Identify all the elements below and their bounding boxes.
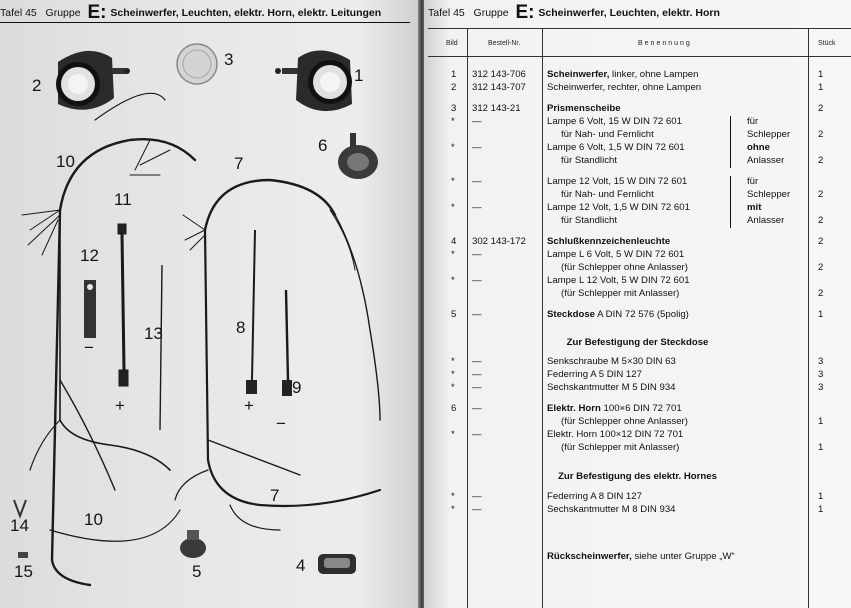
bracket-bar: [730, 202, 731, 215]
cell-benennung: [561, 215, 617, 226]
cell-bestell-nr: —: [472, 116, 482, 127]
cell-bestell-nr: —: [472, 382, 482, 393]
figure-number-15: 15: [14, 562, 33, 581]
cable-13: [160, 265, 162, 430]
cell-bild: *: [451, 429, 455, 440]
cell-benennung: [547, 356, 676, 367]
footer-note-rest: siehe unter Gruppe „W“: [631, 551, 735, 562]
cell-stueck: 3: [818, 356, 824, 367]
cell-condition: für: [747, 176, 759, 187]
cell-benennung: [561, 129, 654, 140]
figure-number-10-bottom: 10: [84, 510, 103, 529]
right-gruppe: Gruppe: [473, 7, 509, 19]
cell-benennung: [547, 82, 701, 93]
table-row: [424, 288, 851, 301]
cell-benennung-bold: Schlußkennzeichenleuchte: [547, 236, 671, 247]
cell-bestell-nr: —: [472, 356, 482, 367]
left-group-letter: E:: [87, 2, 107, 23]
table-row: [424, 82, 851, 95]
cell-stueck: 2: [818, 189, 824, 200]
cell-stueck: 1: [818, 442, 824, 453]
table-header-rule: [428, 56, 851, 57]
cell-bild: 2: [451, 82, 457, 93]
cell-benennung: [547, 309, 689, 320]
table-row: [424, 369, 851, 382]
table-row: [424, 142, 851, 155]
cell-bestell-nr: —: [472, 249, 482, 260]
figure-number-4: 4: [296, 556, 306, 575]
figure-number-2: 2: [32, 76, 42, 95]
cell-bestell-nr: —: [472, 369, 482, 380]
cell-bild: *: [451, 491, 455, 502]
cell-benennung-text: Sechskantmutter M 8 DIN 934: [547, 504, 676, 515]
cell-stueck: 2: [818, 215, 824, 226]
figure-number-6: 6: [318, 136, 328, 155]
cell-benennung-text: Federring A 5 DIN 127: [547, 369, 642, 380]
cell-stueck: 1: [818, 504, 824, 515]
left-page: [0, 0, 420, 608]
cell-bestell-nr: —: [472, 202, 482, 213]
cell-benennung: [547, 429, 683, 440]
bracket-bar: [730, 142, 731, 155]
cell-benennung: [547, 249, 684, 260]
cell-benennung-text: A DIN 72 576 (5polig): [595, 309, 689, 320]
cell-stueck: 2: [818, 155, 824, 166]
bracket-bar: [730, 129, 731, 142]
ground-strap-12: [84, 280, 96, 338]
cell-stueck: 3: [818, 369, 824, 380]
cell-bild: *: [451, 369, 455, 380]
figure-number-7-top: 7: [234, 154, 244, 173]
figure-number-1: 1: [354, 66, 364, 85]
cell-benennung: [561, 442, 679, 453]
plus-sign-8: +: [244, 396, 254, 415]
cell-bild: *: [451, 142, 455, 153]
minus-sign-9: −: [276, 414, 286, 433]
cell-condition: mit: [747, 202, 762, 213]
cell-stueck: 2: [818, 103, 824, 114]
cell-benennung: [547, 69, 698, 80]
bracket-bar: [730, 155, 731, 168]
cell-stueck: 1: [818, 491, 824, 502]
cell-condition: Anlasser: [747, 155, 785, 166]
figure-number-13: 13: [144, 324, 163, 343]
cell-bestell-nr: —: [472, 429, 482, 440]
cell-stueck: 2: [818, 262, 824, 273]
cell-benennung: [547, 202, 690, 213]
table-row: [424, 236, 851, 249]
minus-sign-12: −: [84, 338, 94, 357]
cell-benennung: [561, 155, 617, 166]
cell-bild: *: [451, 504, 455, 515]
table-row: [424, 103, 851, 116]
bracket-bar: [730, 215, 731, 228]
cell-benennung-text: Lampe 6 Volt, 15 W DIN 72 601: [547, 116, 682, 127]
figure-number-14: 14: [10, 516, 29, 535]
socket-illustration: [180, 530, 206, 558]
figure-number-3: 3: [224, 50, 234, 69]
cell-stueck: 1: [818, 309, 824, 320]
table-row: [424, 116, 851, 129]
right-tafel: Tafel 45: [428, 7, 465, 19]
cell-bestell-nr: 312 143-21: [472, 103, 521, 114]
cell-bestell-nr: —: [472, 491, 482, 502]
table-row: [424, 356, 851, 369]
figure-number-5: 5: [192, 562, 202, 581]
table-row: [424, 69, 851, 82]
cell-benennung-text: (für Schlepper mit Anlasser): [561, 288, 680, 299]
cell-benennung-text: Senkschraube M 5×30 DIN 63: [547, 356, 676, 367]
table-row: [424, 382, 851, 395]
cell-bild: 6: [451, 403, 457, 414]
parts-illustration: [0, 0, 420, 608]
cell-benennung: [547, 403, 682, 414]
cell-condition: Schlepper: [747, 129, 791, 140]
cell-condition: Anlasser: [747, 215, 785, 226]
cell-benennung-text: 100×6 DIN 72 701: [600, 403, 682, 414]
footer-note-bold: Rückscheinwerfer,: [547, 551, 632, 562]
cell-stueck: 1: [818, 82, 824, 93]
cell-benennung-text: für Standlicht: [561, 215, 617, 226]
cell-bestell-nr: 312 143-706: [472, 69, 526, 80]
cell-benennung: [547, 504, 676, 515]
cell-stueck: 2: [818, 129, 824, 140]
headlight-right-illustration: [275, 50, 352, 111]
bracket-bar: [730, 116, 731, 129]
table-row: [424, 416, 851, 429]
right-page-title: Scheinwerfer, Leuchten, elektr. Horn: [538, 7, 720, 19]
cell-bestell-nr: 312 143-707: [472, 82, 526, 93]
cell-condition: ohne: [747, 142, 770, 153]
table-top-rule: [428, 28, 851, 29]
cell-condition: für: [747, 116, 759, 127]
table-row: [424, 504, 851, 517]
cell-bestell-nr: 302 143-172: [472, 236, 526, 247]
cell-stueck: 2: [818, 288, 824, 299]
table-row: [424, 189, 851, 202]
cable-9: [282, 290, 292, 396]
cell-bild: *: [451, 176, 455, 187]
cell-benennung: [561, 189, 654, 200]
cell-bestell-nr: —: [472, 504, 482, 515]
left-gruppe: Gruppe: [45, 7, 81, 19]
cell-benennung: [547, 369, 642, 380]
cell-benennung: [547, 382, 676, 393]
cell-benennung-text: Lampe L 12 Volt, 5 W DIN 72 601: [547, 275, 690, 286]
figure-number-7-bottom: 7: [270, 486, 280, 505]
subheading-steckdose: Zur Befestigung der Steckdose: [566, 337, 709, 348]
table-row: [424, 176, 851, 189]
cell-stueck: 1: [818, 69, 824, 80]
left-tafel: Tafel 45: [0, 7, 37, 19]
small-part-15: [18, 552, 28, 558]
cell-benennung-bold: Scheinwerfer,: [547, 69, 610, 80]
cell-bild: 3: [451, 103, 457, 114]
bracket-bar: [730, 189, 731, 202]
cell-benennung-text: Scheinwerfer, rechter, ohne Lampen: [547, 82, 702, 93]
prism-lens-illustration: [177, 44, 217, 84]
left-page-title: Scheinwerfer, Leuchten, elektr. Horn, elektr. Leitungen: [110, 7, 382, 19]
table-row: [424, 429, 851, 442]
cable-8: [246, 230, 257, 394]
table-row: [424, 249, 851, 262]
cell-benennung-text: für Nah- und Fernlicht: [561, 129, 654, 140]
cell-bestell-nr: —: [472, 142, 482, 153]
figure-number-10-top: 10: [56, 152, 75, 171]
table-row: [424, 442, 851, 455]
figure-number-8: 8: [236, 318, 246, 337]
license-plate-light-illustration: [318, 554, 356, 574]
cell-benennung-text: Sechskantmutter M 5 DIN 934: [547, 382, 676, 393]
cell-bild: 5: [451, 309, 457, 320]
cell-benennung: [547, 236, 670, 247]
table-row: [424, 129, 851, 142]
table-row: [424, 491, 851, 504]
cell-bild: 4: [451, 236, 457, 247]
right-page: [424, 0, 851, 608]
col-header-benennung: Benennung: [638, 40, 692, 47]
bracket-bar: [730, 176, 731, 189]
table-row: [424, 202, 851, 215]
cell-stueck: 1: [818, 416, 824, 427]
cell-benennung-text: für Nah- und Fernlicht: [561, 189, 654, 200]
cell-bild: 1: [451, 69, 457, 80]
cell-benennung-bold: Elektr. Horn: [547, 403, 601, 414]
cell-bild: *: [451, 356, 455, 367]
cell-benennung-text: (für Schlepper ohne Anlasser): [561, 416, 688, 427]
figure-number-11: 11: [114, 190, 132, 209]
cell-benennung-text: Elektr. Horn 100×12 DIN 72 701: [547, 429, 684, 440]
cell-bestell-nr: —: [472, 403, 482, 414]
cell-benennung: [561, 262, 688, 273]
subheading-horn: Zur Befestigung des elektr. Hornes: [558, 471, 717, 482]
right-page-header: [428, 2, 720, 24]
figure-number-12: 12: [80, 246, 99, 265]
cell-benennung-text: (für Schlepper ohne Anlasser): [561, 262, 688, 273]
cell-benennung: [561, 416, 688, 427]
cell-benennung-text: Lampe 6 Volt, 1,5 W DIN 72 601: [547, 142, 685, 153]
clip-14: [14, 500, 26, 516]
cable-11: [118, 224, 128, 386]
cell-benennung-text: Lampe 12 Volt, 15 W DIN 72 601: [547, 176, 688, 187]
table-row: [424, 309, 851, 322]
cell-benennung-bold: Steckdose: [547, 309, 595, 320]
right-group-letter: E:: [515, 2, 535, 23]
cell-bestell-nr: —: [472, 275, 482, 286]
cell-bestell-nr: —: [472, 309, 482, 320]
horn-illustration: [338, 133, 378, 179]
cell-bild: *: [451, 116, 455, 127]
table-row: [424, 275, 851, 288]
headlight-left-illustration: [56, 51, 130, 110]
cable-harness-right: [175, 180, 380, 530]
col-header-bild: Bild: [446, 40, 458, 47]
cell-benennung-text: Federring A 8 DIN 127: [547, 491, 642, 502]
cell-stueck: 3: [818, 382, 824, 393]
cell-benennung-text: linker, ohne Lampen: [609, 69, 699, 80]
cell-condition: Schlepper: [747, 189, 791, 200]
table-row: [424, 262, 851, 275]
cell-benennung: [547, 275, 690, 286]
cell-benennung: [547, 491, 642, 502]
cable-harness-left: [22, 93, 195, 585]
cell-bild: *: [451, 382, 455, 393]
col-header-stueck: Stück: [818, 40, 836, 47]
cell-benennung: [547, 116, 682, 127]
cell-benennung: [561, 288, 679, 299]
footer-note: [547, 551, 735, 562]
cell-bild: *: [451, 202, 455, 213]
col-header-bestell: Bestell-Nr.: [488, 40, 521, 47]
cell-bild: *: [451, 275, 455, 286]
cell-stueck: 2: [818, 236, 824, 247]
figure-number-9: 9: [292, 378, 302, 397]
cell-benennung: [547, 103, 621, 114]
cell-benennung-text: für Standlicht: [561, 155, 617, 166]
table-row: [424, 215, 851, 228]
cell-benennung: [547, 176, 687, 187]
cell-benennung-text: (für Schlepper mit Anlasser): [561, 442, 680, 453]
cell-benennung-text: Lampe 12 Volt, 1,5 W DIN 72 601: [547, 202, 690, 213]
table-row: [424, 403, 851, 416]
cell-benennung: [547, 142, 685, 153]
cell-bild: *: [451, 249, 455, 260]
cell-benennung-text: Lampe L 6 Volt, 5 W DIN 72 601: [547, 249, 685, 260]
cell-bestell-nr: —: [472, 176, 482, 187]
plus-sign-11: +: [115, 396, 125, 415]
cell-benennung-bold: Prismenscheibe: [547, 103, 621, 114]
table-row: [424, 155, 851, 168]
